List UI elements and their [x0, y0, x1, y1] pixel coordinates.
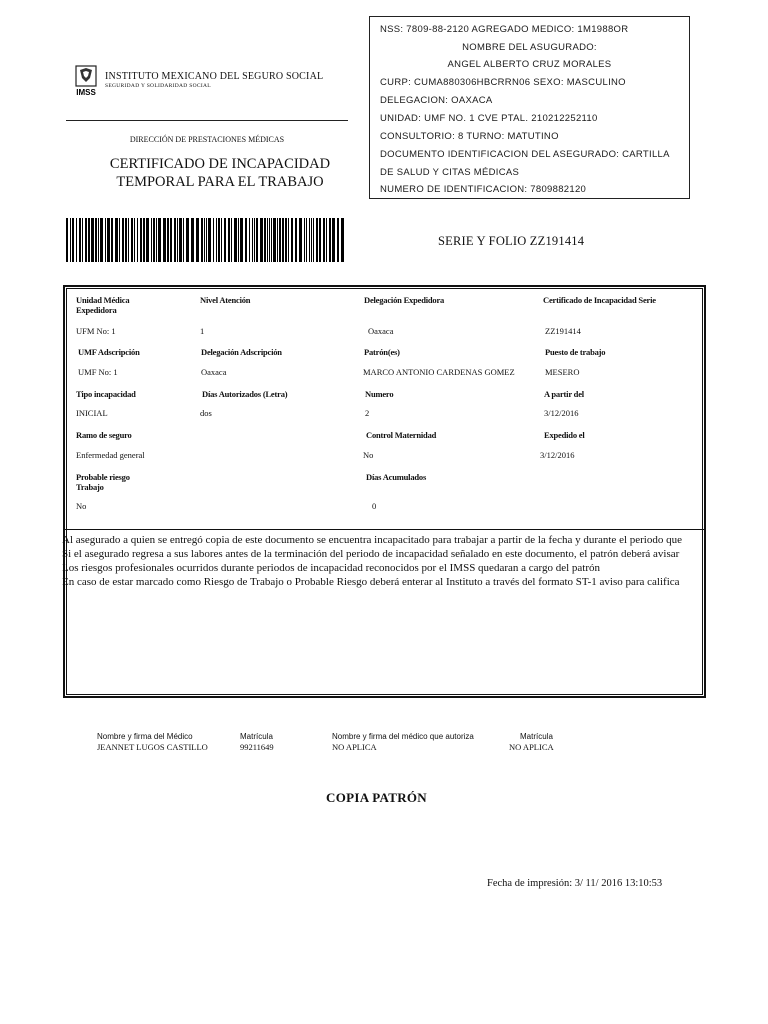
certificate-title-line2: TEMPORAL PARA EL TRABAJO	[116, 174, 324, 190]
barcode	[66, 218, 346, 262]
value-ramo-seguro: Enfermedad general	[76, 450, 145, 460]
curp-line: CURP: CUMA880306HBCRRN06 SEXO: MASCULINO	[380, 77, 626, 88]
legal-line-2: Si el asegurado regresa a sus labores antes de la terminación del periodo de incapacidad señalado en este documento, el patrón deberá avisar	[62, 548, 680, 560]
legal-line-1: Al asegurado a quien se entregó copia de este documento se encuentra incapacitado para trabajar a partir de la fecha y durante el periodo que	[62, 534, 682, 546]
label-nivel-atencion: Nivel Atención	[200, 295, 251, 305]
label-dias-autorizados: Días Autorizados (Letra)	[202, 389, 288, 399]
label-control-maternidad: Control Maternidad	[366, 430, 437, 440]
label-probable-riesgo-line2: Trabajo	[76, 482, 104, 492]
label-dias-acumulados: Días Acumulados	[366, 472, 427, 482]
label-tipo-incapacidad: Tipo incapacidad	[76, 389, 136, 399]
value-a-partir-del: 3/12/2016	[544, 408, 579, 418]
insured-name: ANGEL ALBERTO CRUZ MORALES	[447, 59, 612, 70]
value-patron: MARCO ANTONIO CARDENAS GOMEZ	[363, 367, 515, 377]
insured-name-label: NOMBRE DEL ASUGURADO:	[462, 42, 597, 53]
consultorio-line: CONSULTORIO: 8 TURNO: MATUTINO	[380, 131, 559, 142]
label-unidad-medica: Unidad Médica	[76, 295, 130, 305]
value-numero: 2	[365, 408, 370, 418]
legal-line-3: Los riesgos profesionales ocurridos durante periodos de incapacidad reconocidos por el IMSS quedaran a cargo del patrón	[62, 562, 601, 574]
value-delegacion-adscripcion: Oaxaca	[201, 367, 227, 377]
direction-label: DIRECCIÓN DE PRESTACIONES MÉDICAS	[129, 135, 285, 144]
label-a-partir-del: A partir del	[544, 389, 584, 399]
institution-subtitle: SEGURIDAD Y SOLIDARIDAD SOCIAL	[105, 83, 211, 89]
certificate-title-line1: CERTIFICADO DE INCAPACIDAD	[109, 156, 331, 172]
value-unidad-medica: UFM No: 1	[76, 326, 116, 336]
value-delegacion-expedidora: Oaxaca	[368, 326, 394, 336]
document-line-2: DE SALUD Y CITAS MÉDICAS	[380, 167, 520, 178]
legal-divider	[63, 529, 706, 530]
identification-number-line: NUMERO DE IDENTIFICACION: 7809882120	[380, 184, 587, 195]
serie-folio: SERIE Y FOLIO ZZ191414	[438, 234, 585, 248]
matricula2-label: Matrícula	[520, 732, 553, 741]
unidad-line: UNIDAD: UMF NO. 1 CVE PTAL. 210212252110	[380, 113, 598, 124]
value-tipo-incapacidad: INICIAL	[76, 408, 108, 418]
label-delegacion-expedidora: Delegación Expedidora	[364, 295, 445, 305]
label-patron: Patrón(es)	[364, 347, 400, 357]
delegacion-line: DELEGACION: OAXACA	[380, 95, 493, 106]
matricula2-value: NO APLICA	[509, 742, 554, 752]
label-unidad-medica-line2: Expedidora	[76, 305, 117, 315]
institution-name: INSTITUTO MEXICANO DEL SEGURO SOCIAL	[105, 71, 324, 82]
certificate-title	[66, 155, 374, 191]
medico-name: JEANNET LUGOS CASTILLO	[97, 742, 208, 752]
autoriza-label: Nombre y firma del médico que autoriza	[332, 732, 474, 741]
autoriza-value: NO APLICA	[332, 742, 377, 752]
nss-line: NSS: 7809-88-2120 AGREGADO MEDICO: 1M1988OR	[380, 24, 629, 35]
value-certificado-serie: ZZ191414	[545, 326, 581, 336]
imss-logo	[70, 64, 102, 98]
value-dias-autorizados: dos	[200, 408, 212, 418]
insured-info-box	[369, 16, 690, 199]
svg-text:IMSS: IMSS	[76, 88, 96, 97]
copia-patron-heading: COPIA PATRÓN	[326, 790, 427, 805]
header-divider	[66, 120, 348, 121]
medico-signature-label: Nombre y firma del Médico	[97, 732, 193, 741]
value-nivel-atencion: 1	[200, 326, 205, 336]
value-umf-adscripcion: UMF No: 1	[78, 367, 118, 377]
legal-line-4: En caso de estar marcado como Riesgo de Trabajo o Probable Riesgo deberá enterar al Instituto a través del formato ST-1 aviso para califica	[62, 576, 680, 588]
value-expedido-el: 3/12/2016	[540, 450, 575, 460]
value-dias-acumulados: 0	[372, 501, 377, 511]
label-umf-adscripcion: UMF Adscripción	[78, 347, 140, 357]
label-expedido-el: Expedido el	[544, 430, 585, 440]
label-puesto-trabajo: Puesto de trabajo	[545, 347, 606, 357]
label-ramo-seguro: Ramo de seguro	[76, 430, 132, 440]
value-puesto-trabajo: MESERO	[545, 367, 580, 377]
print-date: Fecha de impresión: 3/ 11/ 2016 13:10:53	[487, 878, 663, 889]
value-probable-riesgo: No	[76, 501, 87, 511]
label-numero: Numero	[365, 389, 394, 399]
label-delegacion-adscripcion: Delegación Adscripción	[201, 347, 282, 357]
matricula-value: 99211649	[240, 742, 274, 752]
label-certificado-serie: Certificado de Incapacidad Serie	[543, 295, 656, 305]
matricula-label: Matrícula	[240, 732, 273, 741]
label-probable-riesgo: Probable riesgo	[76, 472, 130, 482]
value-control-maternidad: No	[363, 450, 374, 460]
document-line-1: DOCUMENTO IDENTIFICACION DEL ASEGURADO: CARTILLA	[380, 149, 670, 160]
